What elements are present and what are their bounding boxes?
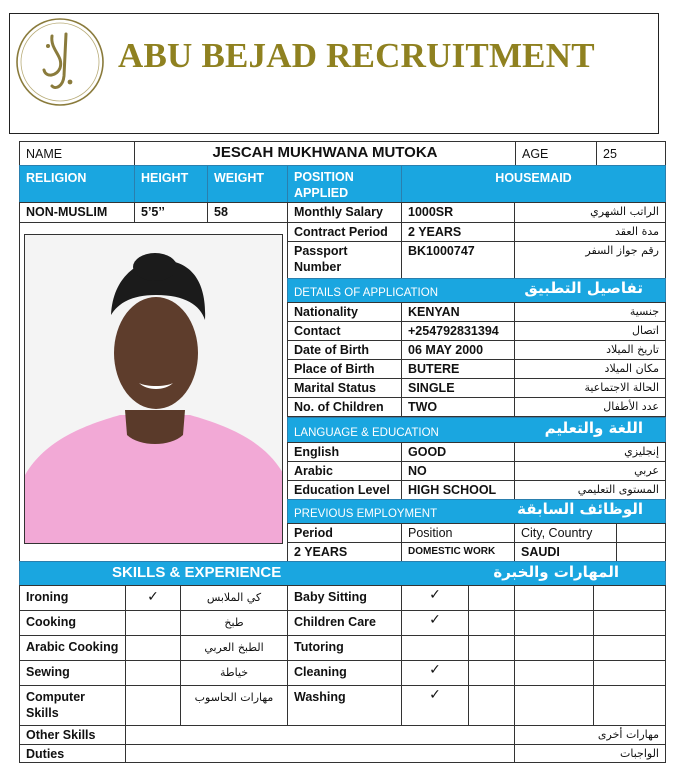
skill-empty-cell (514, 635, 594, 661)
religion-value: NON-MUSLIM (19, 202, 135, 223)
height-header: HEIGHT (134, 165, 208, 203)
skill-ar: الطبخ العربي (180, 635, 288, 661)
skill-check (401, 635, 469, 661)
agency-title: ABU BEJAD RECRUITMENT (118, 36, 595, 75)
skill-label: Computer Skills (19, 685, 126, 726)
salary-label: Monthly Salary (287, 202, 402, 223)
skill-label: Sewing (19, 660, 126, 686)
detail-ar: تاريخ الميلاد (514, 340, 666, 360)
agency-logo (14, 16, 106, 108)
language-label: Education Level (287, 480, 402, 500)
skill-label: Cooking (19, 610, 126, 636)
position-applied-header: POSITION APPLIED (287, 165, 402, 203)
language-ar: المستوى التعليمي (514, 480, 666, 500)
skill-label: Baby Sitting (287, 585, 402, 611)
skills-section-header (19, 561, 666, 586)
skill-empty-cell (468, 685, 515, 726)
age-value: 25 (596, 141, 666, 166)
detail-value: +254792831394 (401, 321, 515, 341)
language-title: LANGUAGE & EDUCATION (294, 427, 439, 439)
skill-check (125, 660, 181, 686)
height-value: 5’5’’ (134, 202, 208, 223)
skill-label: Arabic Cooking (19, 635, 126, 661)
other-skills-value (125, 725, 515, 745)
skill-label: Ironing (19, 585, 126, 611)
detail-ar: عدد الأطفال (514, 397, 666, 417)
details-title-ar: تفاصيل التطبيق (524, 279, 643, 297)
skill-ar: كي الملابس (180, 585, 288, 611)
skill-empty-cell (593, 635, 666, 661)
skill-empty-cell (593, 660, 666, 686)
name-value: JESCAH MUKHWANA MUTOKA (134, 141, 516, 166)
skill-ar: مهارات الحاسوب (180, 685, 288, 726)
contract-label: Contract Period (287, 222, 402, 242)
salary-ar: الراتب الشهري (514, 202, 666, 223)
skill-label: Children Care (287, 610, 402, 636)
skill-empty-cell (514, 585, 594, 611)
skill-check: ✓ (125, 585, 181, 611)
language-label: English (287, 442, 402, 462)
religion-header: RELIGION (19, 165, 135, 203)
skill-label: Tutoring (287, 635, 402, 661)
skill-empty-cell (468, 660, 515, 686)
skill-empty-cell (514, 660, 594, 686)
skill-empty-cell (514, 685, 594, 726)
skills-title: SKILLS & EXPERIENCE (112, 564, 282, 581)
skill-check (125, 610, 181, 636)
weight-value: 58 (207, 202, 288, 223)
duties-ar: الواجبات (514, 744, 666, 763)
passport-ar: رقم جواز السفر (514, 241, 666, 279)
skill-label: Cleaning (287, 660, 402, 686)
skill-check (125, 635, 181, 661)
language-ar: إنجليزي (514, 442, 666, 462)
contract-ar: مدة العقد (514, 222, 666, 242)
detail-label: Nationality (287, 302, 402, 322)
detail-label: No. of Children (287, 397, 402, 417)
employment-col-country: City, Country (514, 523, 617, 543)
skill-empty-cell (593, 610, 666, 636)
detail-label: Date of Birth (287, 340, 402, 360)
details-title: DETAILS OF APPLICATION (294, 287, 438, 299)
other-skills-ar: مهارات أخرى (514, 725, 666, 745)
skill-ar: خياطة (180, 660, 288, 686)
age-label: AGE (515, 141, 597, 166)
language-label: Arabic (287, 461, 402, 481)
detail-ar: اتصال (514, 321, 666, 341)
skill-check: ✓ (401, 610, 469, 636)
skill-empty-cell (593, 585, 666, 611)
skill-check: ✓ (401, 685, 469, 726)
detail-ar: جنسية (514, 302, 666, 322)
detail-value: BUTERE (401, 359, 515, 379)
duties-value (125, 744, 515, 763)
employment-section-header (287, 499, 666, 524)
employment-country: SAUDI (514, 542, 617, 562)
contract-value: 2 YEARS (401, 222, 515, 242)
language-value: HIGH SCHOOL (401, 480, 515, 500)
detail-value: 06 MAY 2000 (401, 340, 515, 360)
language-value: GOOD (401, 442, 515, 462)
duties-label: Duties (19, 744, 126, 763)
salary-value: 1000SR (401, 202, 515, 223)
employment-position: DOMESTIC WORK (401, 542, 515, 562)
applicant-photo (24, 234, 283, 544)
weight-header: WEIGHT (207, 165, 288, 203)
skill-label: Washing (287, 685, 402, 726)
passport-value: BK1000747 (401, 241, 515, 279)
employment-empty-cell (616, 523, 666, 543)
language-title-ar: اللغة والتعليم (544, 419, 643, 437)
employment-title-ar: الوظائف السابقة (517, 500, 643, 518)
skill-empty-cell (468, 635, 515, 661)
detail-ar: الحالة الاجتماعية (514, 378, 666, 398)
language-ar: عربي (514, 461, 666, 481)
detail-value: TWO (401, 397, 515, 417)
skill-empty-cell (468, 610, 515, 636)
detail-label: Contact (287, 321, 402, 341)
employment-period: 2 YEARS (287, 542, 402, 562)
skills-title-ar: المهارات والخبرة (493, 563, 619, 581)
skill-empty-cell (468, 585, 515, 611)
detail-value: SINGLE (401, 378, 515, 398)
skill-check: ✓ (401, 585, 469, 611)
skill-empty-cell (593, 685, 666, 726)
employment-col-period: Period (287, 523, 402, 543)
detail-label: Marital Status (287, 378, 402, 398)
position-value: HOUSEMAID (401, 165, 666, 203)
employment-title: PREVIOUS EMPLOYMENT (294, 508, 438, 520)
employment-col-position: Position (401, 523, 515, 543)
details-section-header (287, 278, 666, 303)
skill-empty-cell (514, 610, 594, 636)
employment-empty-cell (616, 542, 666, 562)
detail-value: KENYAN (401, 302, 515, 322)
detail-label: Place of Birth (287, 359, 402, 379)
passport-label: Passport Number (287, 241, 402, 279)
skill-check: ✓ (401, 660, 469, 686)
language-value: NO (401, 461, 515, 481)
other-skills-label: Other Skills (19, 725, 126, 745)
skill-check (125, 685, 181, 726)
skill-ar: طبخ (180, 610, 288, 636)
name-label: NAME (19, 141, 135, 166)
detail-ar: مكان الميلاد (514, 359, 666, 379)
language-section-header (287, 417, 666, 443)
